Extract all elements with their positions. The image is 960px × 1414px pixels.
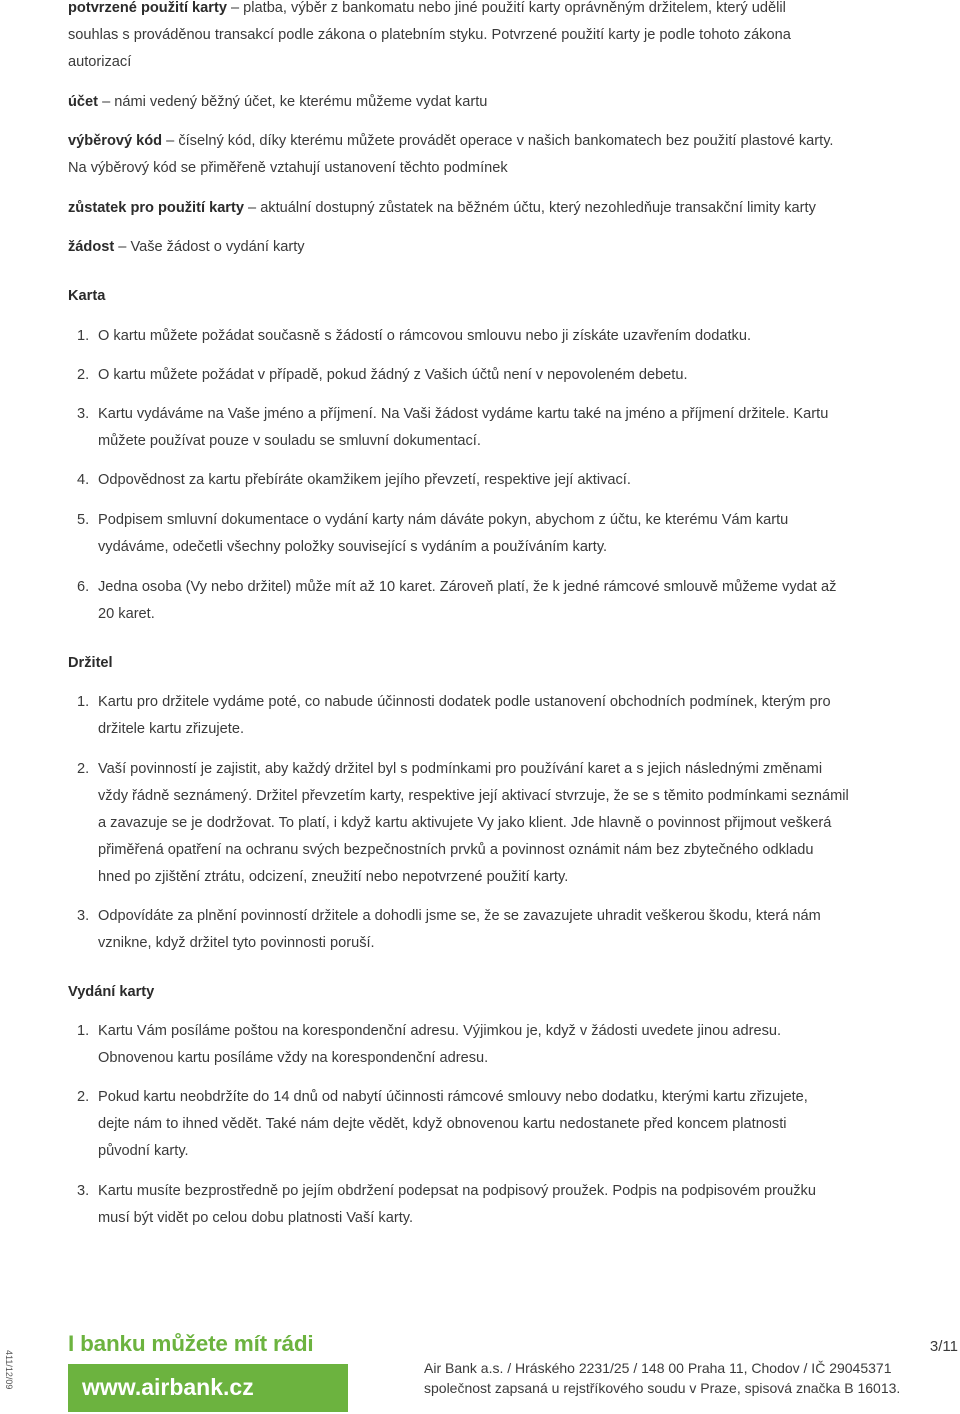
- company-info: Air Bank a.s. / Hráského 2231/25 / 148 00 Praha 11, Chodov / IČ 29045371: [424, 1360, 892, 1376]
- list-item-number: 2.: [77, 1089, 90, 1105]
- list-item-text: O kartu můžete požádat současně s žádostí o rámcovou smlouvu nebo ji získáte uzavřením dodatku.: [98, 328, 752, 344]
- list-item-text: O kartu můžete požádat v případě, pokud žádný z Vašich účtů není v nepovoleném debetu.: [98, 367, 688, 383]
- definition-term: žádost: [68, 239, 115, 255]
- list-item-text: vždy řádně seznámený. Držitel převzetím karty, respektive její aktivací stvrzuje, že se s těmito podmínkami seznámil: [98, 788, 849, 804]
- website-link[interactable]: www.airbank.cz: [68, 1364, 348, 1412]
- list-item-text: Kartu vydáváme na Vaše jméno a příjmení. Na Vaši žádost vydáme kartu také na jméno a příjmení držitele. Kartu: [98, 406, 829, 422]
- list-item-text: Kartu musíte bezprostředně po jejím obdržení podepsat na podpisový proužek. Podpis na podpisovém proužku: [98, 1183, 816, 1199]
- list-item-text: Jedna osoba (Vy nebo držitel) může mít až 10 karet. Zároveň platí, že k jedné rámcové smlouvě můžeme vydat až: [98, 579, 837, 595]
- brand-slogan: I banku můžete mít rádi: [68, 1331, 314, 1356]
- definition-ucet: [68, 93, 487, 111]
- definition-zustatek: [68, 199, 816, 217]
- list-item-text: držitele kartu zřizujete.: [98, 721, 244, 737]
- list-item-text: Vaší povinností je zajistit, aby každý držitel byl s podmínkami pro používání karet a s jejich následnými změnami: [98, 761, 823, 777]
- list-item-text: musí být vidět po celou dobu platnosti Vaší karty.: [98, 1210, 414, 1226]
- definition-text: – aktuální dostupný zůstatek na běžném účtu, který nezohledňuje transakční limity karty: [243, 200, 816, 216]
- definition-term: zůstatek pro použití karty: [68, 200, 244, 216]
- definition-vyberovy-line1: [68, 132, 833, 150]
- list-item-text: Odpovědnost za kartu přebíráte okamžikem jejího převzetí, respektive její aktivací.: [98, 472, 631, 488]
- list-item-number: 4.: [77, 472, 90, 488]
- list-item-number: 2.: [77, 367, 90, 383]
- definition-zadost: [68, 238, 305, 256]
- definition-vyberovy-line2: Na výběrový kód se přiměřeně vztahují ustanovení těchto podmínek: [68, 160, 508, 176]
- section-heading-drzitel: Držitel: [68, 655, 113, 671]
- list-item-text: Obnovenou kartu posíláme vždy na korespondenční adresu.: [98, 1050, 489, 1066]
- document-code: 411/12/09: [4, 1350, 14, 1390]
- list-item-number: 3.: [77, 908, 90, 924]
- definition-term: potvrzené použití karty: [68, 0, 227, 16]
- list-item-text: a zavazuje se je dodržovat. To platí, i když kartu aktivujete Vy jako klient. Jde hlavně o povinnost přijmout veškerá: [98, 815, 832, 831]
- list-item-number: 3.: [77, 1183, 90, 1199]
- list-item-text: Podpisem smluvní dokumentace o vydání karty nám dáváte pokyn, abychom z účtu, ke kterému Vám kartu: [98, 512, 789, 528]
- definition-potvrzene-line1: [68, 0, 786, 17]
- list-item-text: hned po zjištění ztrátu, odcizení, zneužití nebo nepotvrzené použití karty.: [98, 869, 569, 885]
- list-item-text: Kartu Vám posíláme poštou na korespondenční adresu. Výjimkou je, když v žádosti uvedete jinou adresu.: [98, 1023, 782, 1039]
- list-item-number: 1.: [77, 1023, 90, 1039]
- definition-text: – platba, výběr z bankomatu nebo jiné použití karty oprávněným držitelem, který udělil: [226, 0, 786, 16]
- list-item-number: 3.: [77, 406, 90, 422]
- list-item-text: původní karty.: [98, 1143, 189, 1159]
- definition-text: – námi vedený běžný účet, ke kterému můžeme vydat kartu: [98, 94, 488, 110]
- list-item-text: 20 karet.: [98, 606, 155, 622]
- list-item-number: 5.: [77, 512, 90, 528]
- list-item-text: Kartu pro držitele vydáme poté, co nabude účinnosti dodatek podle ustanovení obchodních podmínek, kterým pro: [98, 694, 831, 710]
- definition-potvrzene-line3: autorizací: [68, 54, 132, 70]
- section-heading-vydani: Vydání karty: [68, 984, 155, 1000]
- definition-term: účet: [68, 94, 99, 110]
- list-item-text: Odpovídáte za plnění povinností držitele a dohodli jsme se, že se zavazujete uhradit veškerou škodu, která nám: [98, 908, 821, 924]
- definition-term: výběrový kód: [68, 133, 163, 149]
- list-item-text: můžete používat pouze v souladu se smluvní dokumentací.: [98, 433, 481, 449]
- list-item-text: přiměřená opatření na ochranu svých bezpečnostních prvků a povinnost oznámit nám bez zbytečného odkladu: [98, 842, 814, 858]
- definition-potvrzene-line2: souhlas s prováděnou transakcí podle zákona o platebním styku. Potvrzené použití karty je podle tohoto zákona: [68, 27, 791, 43]
- registry-info: společnost zapsaná u rejstříkového soudu v Praze, spisová značka B 16013.: [424, 1380, 901, 1396]
- page-number: 3/11: [929, 1338, 958, 1355]
- list-item-text: vznikne, když držitel tyto povinnosti poruší.: [98, 935, 375, 951]
- list-item-number: 1.: [77, 328, 90, 344]
- definition-text: – číselný kód, díky kterému můžete provádět operace v našich bankomatech bez použití plastové karty.: [162, 133, 834, 149]
- definition-text: – Vaše žádost o vydání karty: [114, 239, 305, 255]
- list-item-number: 6.: [77, 579, 90, 595]
- list-item-number: 1.: [77, 694, 90, 710]
- list-item-text: dejte nám to ihned vědět. Také nám dejte vědět, když obnovenou kartu nedostanete před koncem platnosti: [98, 1116, 787, 1132]
- list-item-text: vydáváme, odečetli všechny položky související s vydáním a používáním karty.: [98, 539, 608, 555]
- list-item-text: Pokud kartu neobdržíte do 14 dnů od nabytí účinnosti rámcové smlouvy nebo dodatku, kterými kartu zřizujete,: [98, 1089, 808, 1105]
- list-item-number: 2.: [77, 761, 90, 777]
- section-heading-karta: Karta: [68, 288, 106, 304]
